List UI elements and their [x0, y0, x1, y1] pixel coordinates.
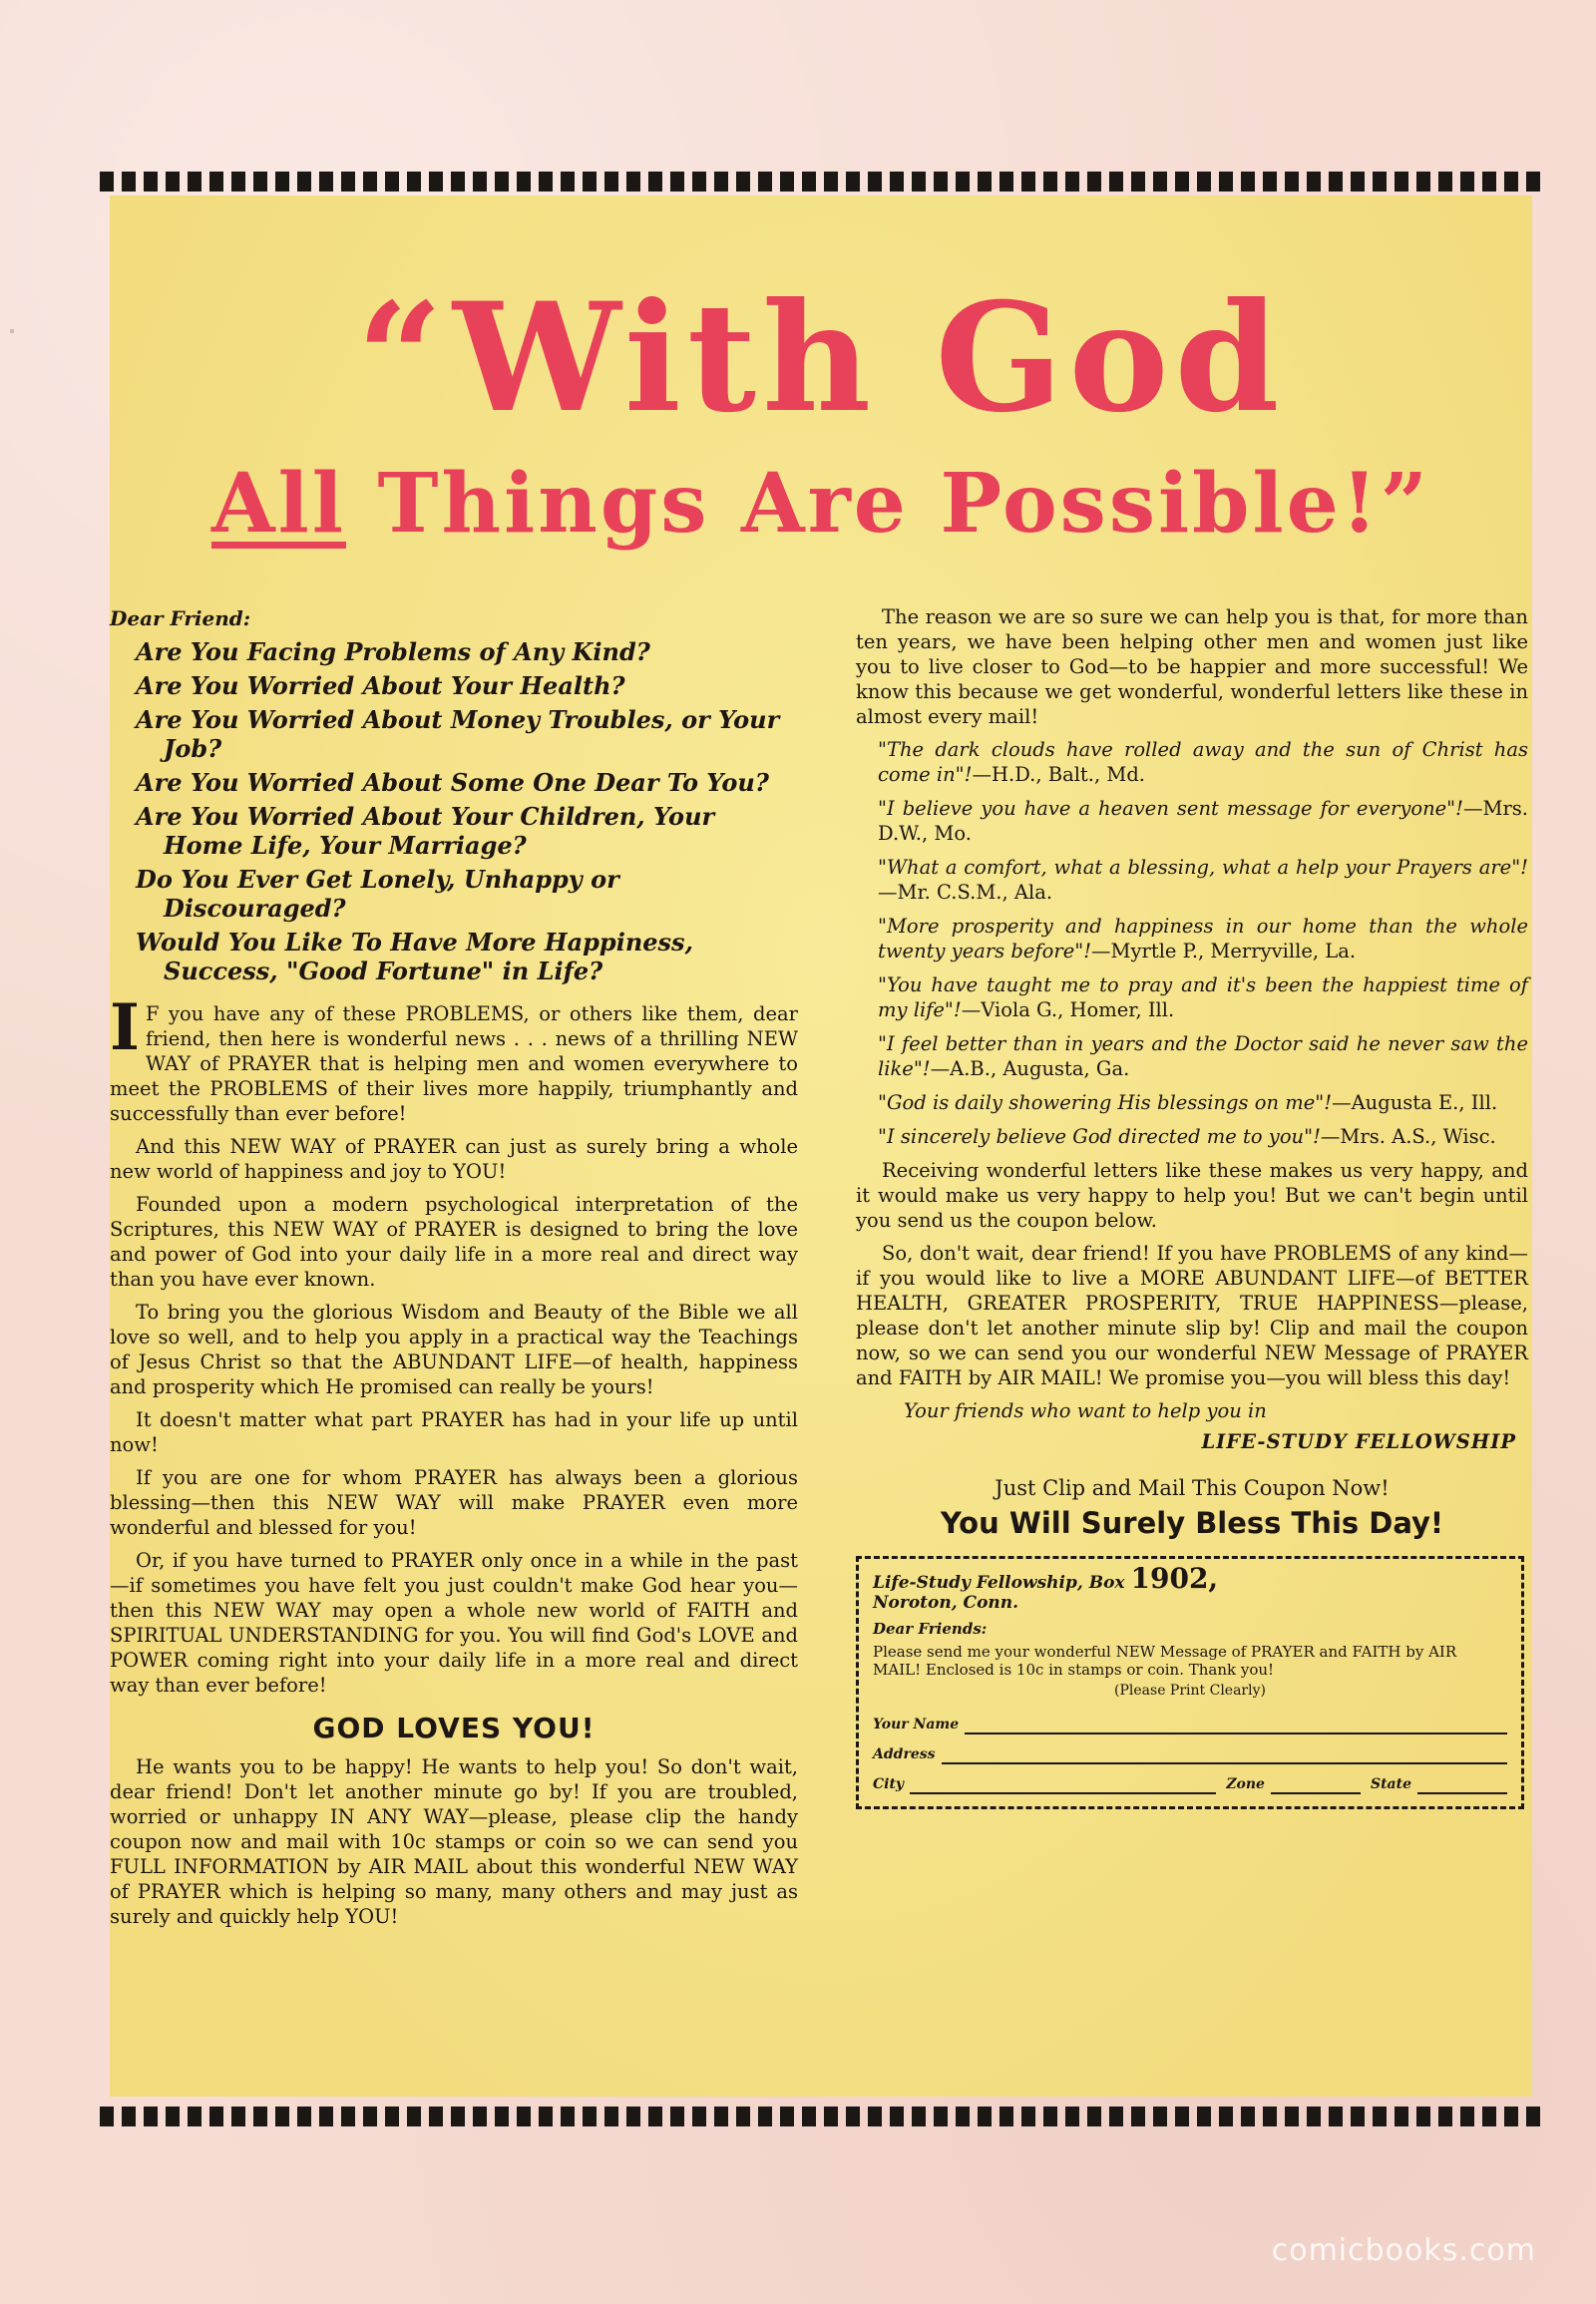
- question-item: Would You Like To Have More Happiness, Success, "Good Fortune" in Life?: [136, 928, 693, 985]
- testimonial-attribution: —Mr. C.S.M., Ala.: [878, 881, 1053, 904]
- coupon-address-text: Life-Study Fellowship, Box: [873, 1573, 1131, 1593]
- question-list: [110, 637, 798, 985]
- signoff-lead: Your friends who want to help you in: [904, 1399, 1267, 1422]
- closing-paragraph: He wants you to be happy! He wants to help you! So don't wait, dear friend! Don't let another minute go by! If you are troubled, worried or unhappy IN ANY WAY—please, please clip the handy coupon now and mail with 10c stamps or coin so we can send you FULL INFORMATION by AIR MAIL about this wonderful NEW WAY of PRAYER which is helping so many, many others and may just as surely and quickly help YOU!: [110, 1755, 798, 1928]
- coupon-address-line-1: [873, 1562, 1507, 1595]
- right-column: [856, 604, 1528, 1809]
- testimonial: [856, 1031, 1528, 1081]
- coupon-salutation: Dear Friends:: [873, 1620, 988, 1638]
- testimonial-quote: "What a comfort, what a blessing, what a help your Prayers are"!: [878, 856, 1528, 879]
- mail-coupon[interactable]: [856, 1556, 1524, 1809]
- testimonial: [856, 796, 1528, 846]
- city-input-line[interactable]: [910, 1778, 1216, 1794]
- paragraph-text: F you have any of these PROBLEMS, or others like them, dear friend, then here is wonderful news . . . news of a thrilling NEW WAY of PRAYER that is helping men and women everywhere to meet the PROBLEMS of their lives more happily, triumphantly and successfully than ever before!: [110, 1002, 798, 1125]
- testimonial-attribution: —Augusta E., Ill.: [1332, 1091, 1498, 1114]
- testimonial: [856, 855, 1528, 905]
- body-paragraph: And this NEW WAY of PRAYER can just as surely bring a whole new world of happiness and joy to YOU!: [110, 1135, 798, 1183]
- testimonial-attribution: —H.D., Balt., Md.: [972, 763, 1146, 786]
- testimonial-attribution: —Mrs. D.W., Mo.: [878, 797, 1528, 845]
- body-paragraph: If you are one for whom PRAYER has always been a glorious blessing—then this NEW WAY will make PRAYER even more wonderful and blessed for you!: [110, 1466, 798, 1539]
- advertisement-panel: [110, 195, 1532, 2097]
- bless-this-day-line: You Will Surely Bless This Day!: [940, 1506, 1444, 1540]
- state-input-line[interactable]: [1417, 1778, 1507, 1794]
- testimonial-quote: "I sincerely believe God directed me to you"!: [878, 1125, 1321, 1148]
- question-item: Do You Ever Get Lonely, Unhappy or Discouraged?: [136, 865, 619, 923]
- body-paragraph: Receiving wonderful letters like these makes us very happy, and it would make us very happy to help you! But we can't begin until you send us the coupon below.: [856, 1159, 1528, 1232]
- question-item: Are You Worried About Your Health?: [136, 671, 625, 700]
- signoff-organization: LIFE-STUDY FELLOWSHIP: [1201, 1430, 1516, 1453]
- testimonial-attribution: —A.B., Augusta, Ga.: [930, 1057, 1130, 1080]
- testimonial-quote: "The dark clouds have rolled away and the sun of Christ has come in"!: [878, 738, 1528, 786]
- question-item: Are You Worried About Some One Dear To You?: [136, 768, 769, 797]
- testimonial-quote: "I believe you have a heaven sent message for everyone"!: [878, 797, 1463, 820]
- address-input-line[interactable]: [942, 1748, 1508, 1764]
- headline-rest: Things Are Possible!”: [345, 456, 1430, 552]
- coupon-request-text: Please send me your wonderful NEW Message of PRAYER and FAITH by AIR MAIL! Enclosed is 10c in stamps or coin. Thank you!: [873, 1643, 1457, 1679]
- question-item: Are You Worried About Your Children, Your Home Life, Your Marriage?: [136, 802, 715, 860]
- question-item: Are You Worried About Money Troubles, or Your Job?: [136, 705, 780, 763]
- zone-label: Zone: [1226, 1776, 1265, 1792]
- body-paragraph: [110, 990, 798, 1126]
- coupon-box-number: 1902,: [1130, 1562, 1219, 1595]
- paper-crease: [10, 329, 14, 333]
- testimonial: [856, 1124, 1528, 1149]
- drop-cap: I: [110, 990, 140, 1065]
- site-watermark: comicbooks.com: [1271, 2233, 1536, 2268]
- name-input-line[interactable]: [965, 1719, 1507, 1734]
- body-paragraph: Or, if you have turned to PRAYER only once in a while in the past—if sometimes you have felt you just couldn't make God hear you—then this NEW WAY may open a whole new world of FAITH and SPIRITUAL UNDERSTANDING for you. You will find God's LOVE and POWER coming right into your daily life in a more real and direct way than ever before!: [110, 1549, 798, 1697]
- top-dashed-border: [100, 172, 1544, 192]
- state-label: State: [1370, 1776, 1411, 1792]
- testimonial-quote: "I feel better than in years and the Doctor said he never saw the like"!: [878, 1032, 1528, 1080]
- coupon-address-line-2: Noroton, Conn.: [873, 1593, 1019, 1613]
- testimonial-quote: "God is daily showering His blessings on me"!: [878, 1091, 1333, 1114]
- body-paragraph: To bring you the glorious Wisdom and Beauty of the Bible we all love so well, and to help you apply in a practical way the Teachings of Jesus Christ so that the ABUNDANT LIFE—of health, happiness and prosperity which He promised can really be yours!: [110, 1301, 798, 1398]
- headline-emphasis-all: All: [211, 456, 346, 552]
- coupon-city-zone-state-field[interactable]: [873, 1774, 1507, 1794]
- greeting: Dear Friend:: [110, 606, 251, 630]
- left-column: [110, 606, 798, 1937]
- testimonial-attribution: —Myrtle P., Merryville, La.: [1091, 940, 1357, 962]
- body-paragraph: So, don't wait, dear friend! If you have PROBLEMS of any kind—if you would like to live a MORE ABUNDANT LIFE—of BETTER HEALTH, GREATER PROSPERITY, TRUE HAPPINESS—please, please don't let another minute slip by! Clip and mail the coupon now, so we can send you our wonderful NEW Message of PRAYER and FAITH by AIR MAIL! We promise you—you will bless this day!: [856, 1242, 1528, 1389]
- body-paragraph: It doesn't matter what part PRAYER has had in your life up until now!: [110, 1408, 798, 1456]
- subheading-god-loves-you: GOD LOVES YOU!: [312, 1712, 596, 1744]
- question-item: Are You Facing Problems of Any Kind?: [136, 637, 650, 666]
- name-label: Your Name: [873, 1717, 960, 1732]
- coupon-name-field[interactable]: [873, 1715, 1507, 1734]
- testimonial-attribution: —Viola G., Homer, Ill.: [961, 998, 1175, 1021]
- body-paragraph: Founded upon a modern psychological interpretation of the Scriptures, this NEW WAY of PRAYER is designed to bring the love and power of God into your daily life in a more real and direct way than you have ever known.: [110, 1193, 798, 1291]
- testimonial: [856, 972, 1528, 1022]
- address-label: Address: [873, 1746, 936, 1762]
- testimonial: [856, 914, 1528, 963]
- testimonial-quote: "More prosperity and happiness in our home than the whole twenty years before"!: [878, 915, 1528, 962]
- intro-paragraph: The reason we are so sure we can help you is that, for more than ten years, we have been helping other men and women just like you to live closer to God—to be happier and more successful! We know this because we get wonderful, wonderful letters like these in almost every mail!: [856, 605, 1528, 728]
- testimonial-quote: "You have taught me to pray and it's been the happiest time of my life"!: [878, 973, 1528, 1021]
- coupon-print-note: (Please Print Clearly): [1114, 1683, 1266, 1699]
- clip-coupon-line: Just Clip and Mail This Coupon Now!: [995, 1476, 1390, 1500]
- testimonial: [856, 737, 1528, 787]
- zone-input-line[interactable]: [1271, 1778, 1361, 1794]
- city-label: City: [873, 1776, 905, 1792]
- testimonial-attribution: —Mrs. A.S., Wisc.: [1320, 1125, 1496, 1148]
- testimonial: [856, 1090, 1528, 1115]
- coupon-address-field[interactable]: [873, 1744, 1507, 1764]
- headline-line-1: “With God: [356, 270, 1286, 446]
- headline-line-2: [110, 456, 1532, 552]
- bottom-dashed-border: [100, 2107, 1544, 2126]
